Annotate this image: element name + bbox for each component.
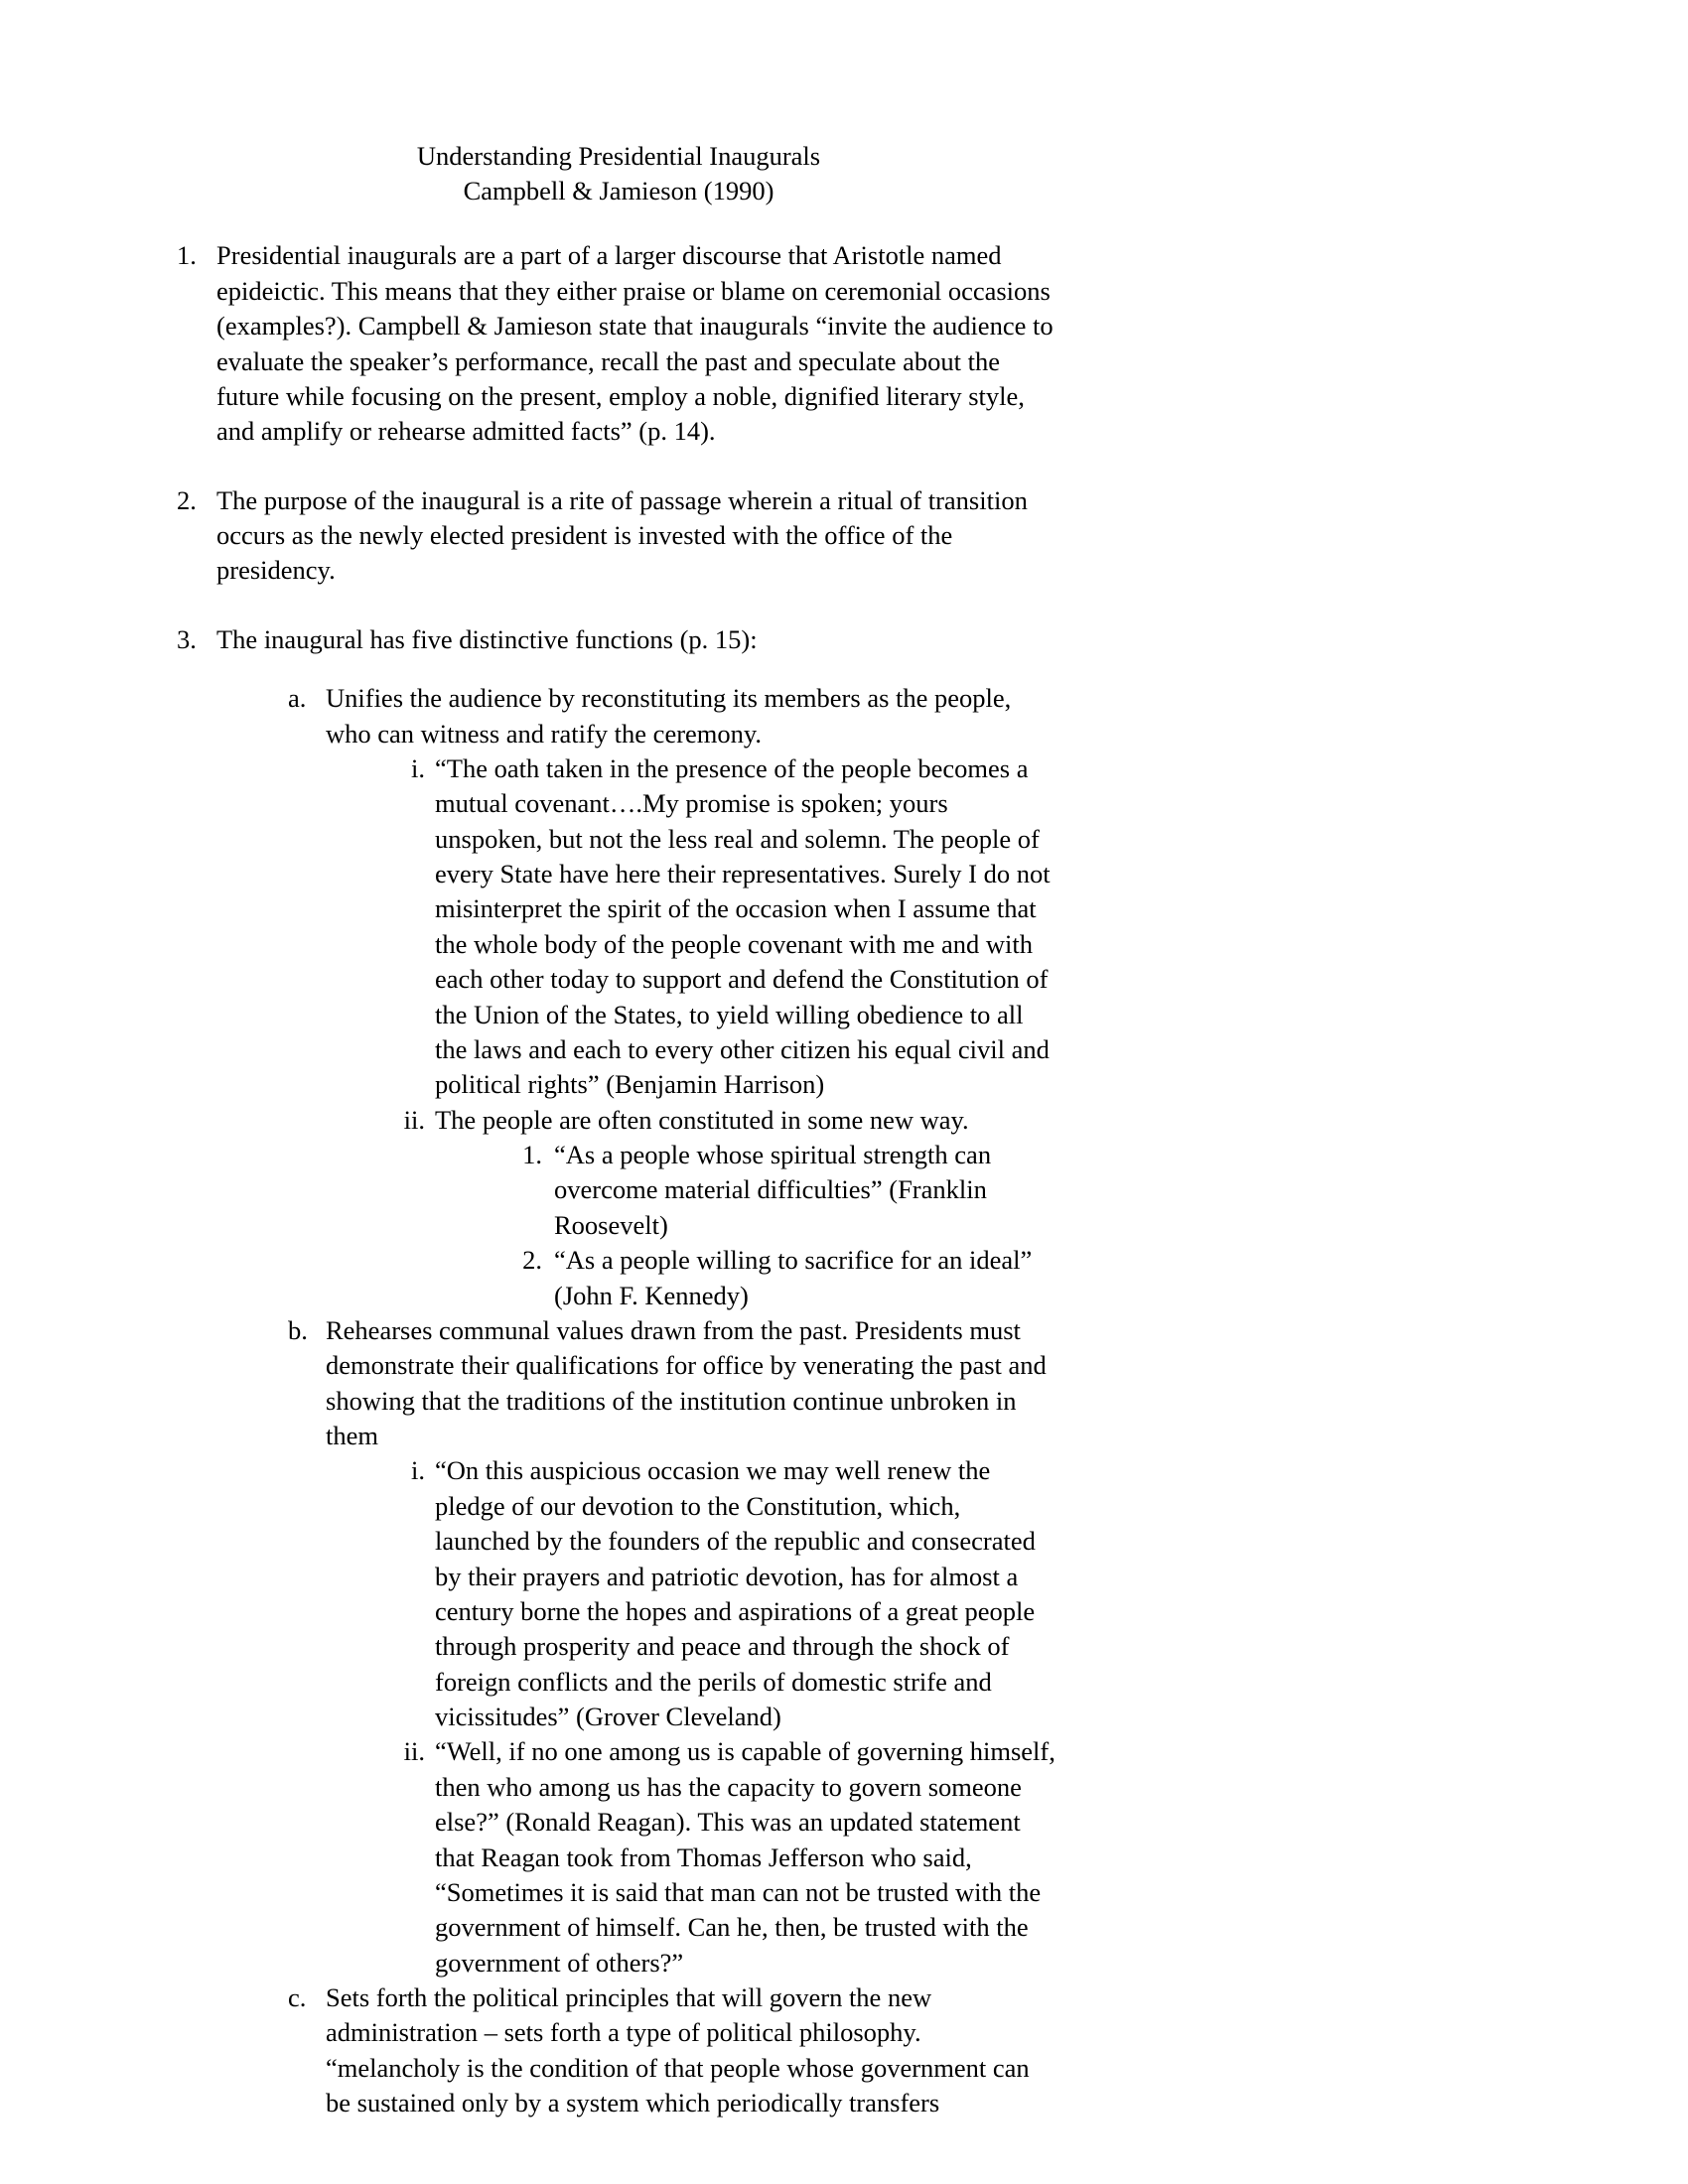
outline-item-3a-ii-text: The people are often constituted in some new way. xyxy=(435,1104,969,1135)
outline-item-3a-ii-1-marker: 1. xyxy=(522,1140,542,1170)
outline-item-3a-ii-1 xyxy=(512,1138,1060,1243)
outline-list-level-3-a xyxy=(326,751,1060,1313)
outline-item-3b-i-marker: i. xyxy=(411,1455,425,1486)
title-spacer xyxy=(177,208,1060,238)
outline-item-3a-marker: a. xyxy=(288,683,307,714)
outline-item-1-text: Presidential inaugurals are a part of a larger discourse that Aristotle named epideictic. This means that they either praise or blame on ceremonial occasions (examples?). Campbell & Jamieson state that inaugurals “invite the audience to evaluate the speaker’s performance, recall the past and speculate about the future while focusing on the present, employ a noble, dignified literary style, and amplify or rehearse admitted facts” (p. 14). xyxy=(216,240,1054,447)
outline-list-level-4 xyxy=(435,1138,1060,1313)
outline-item-2 xyxy=(177,483,1060,589)
outline-item-3c-text: Sets forth the political principles that will govern the new administration – sets forth a type of political philosophy. “melancholy is the condition of that people whose government can be sustained only by a system which periodically transfers xyxy=(326,1982,1030,2118)
outline-item-3b-i-text: “On this auspicious occasion we may well renew the pledge of our devotion to the Constitution, which, launched by the founders of the republic and consecrated by their prayers and patriotic devotion, has for almost a century borne the hopes and aspirations of a great people through prosperity and peace and through the shock of foreign conflicts and the perils of domestic strife and vicissitudes” (Grover Cleveland) xyxy=(435,1455,1036,1732)
outline-item-3-text: The inaugural has five distinctive functions (p. 15): xyxy=(216,623,758,654)
title-line-citation: Campbell & Jamieson (1990) xyxy=(463,176,774,206)
outline-item-3a-ii-2-marker: 2. xyxy=(522,1245,542,1276)
outline-item-2-text: The purpose of the inaugural is a rite of passage wherein a ritual of transition occurs as the newly elected president is invested with the office of the presidency. xyxy=(216,484,1028,586)
document-title xyxy=(177,139,1060,208)
outline-item-3c-marker: c. xyxy=(288,1982,307,2013)
outline-item-2-marker: 2. xyxy=(177,484,197,515)
outline-item-3a-ii xyxy=(391,1103,1060,1313)
outline-list-level-3-b xyxy=(326,1453,1060,1980)
outline-item-3 xyxy=(177,622,1060,2121)
outline-item-3a-i-text: “The oath taken in the presence of the people becomes a mutual covenant….My promise is spoken; yours unspoken, but not the less real and solemn. The people of every State have here their representatives. Surely I do not misinterpret the spirit of the occasion when I assume that the whole body of the people covenant with me and with each other today to support and defend the Constitution of the Union of the States, to yield willing obedience to all the laws and each to every other citizen his equal civil and political rights” (Benjamin Harrison) xyxy=(435,752,1051,1100)
outline-item-3b-ii xyxy=(391,1734,1060,1980)
outline-item-3a-text: Unifies the audience by reconstituting its members as the people, who can witness and ratify the ceremony. xyxy=(326,683,1012,749)
outline-item-3b-i xyxy=(391,1453,1060,1734)
document-content xyxy=(177,139,1060,2155)
title-line-main: Understanding Presidential Inaugurals xyxy=(416,141,821,171)
outline-item-1-marker: 1. xyxy=(177,240,197,271)
outline-item-3a-ii-2-text: “As a people willing to sacrifice for an ideal” (John F. Kennedy) xyxy=(554,1245,1033,1310)
outline-item-3b-marker: b. xyxy=(288,1314,308,1345)
outline-list-level-1 xyxy=(177,238,1060,2120)
outline-item-3a-i-marker: i. xyxy=(411,752,425,783)
outline-item-3a-ii-1-text: “As a people whose spiritual strength can overcome material difficulties” (Franklin Roosevelt) xyxy=(554,1140,992,1240)
outline-item-3b-ii-marker: ii. xyxy=(403,1736,425,1767)
outline-item-3b-text: Rehearses communal values drawn from the past. Presidents must demonstrate their qualifications for office by venerating the past and showing that the traditions of the institution continue unbroken in them xyxy=(326,1314,1047,1451)
outline-item-3a-i xyxy=(391,751,1060,1103)
outline-item-3-marker: 3. xyxy=(177,623,197,654)
outline-item-3b xyxy=(288,1313,1060,1980)
outline-item-3b-ii-text: “Well, if no one among us is capable of governing himself, then who among us has the capacity to govern someone else?” (Ronald Reagan). This was an updated statement that Reagan took from Thomas Jefferson who said, “Sometimes it is said that man can not be trusted with the government of himself. Can he, then, be trusted with the government of others?” xyxy=(435,1736,1055,1978)
outline-item-3a xyxy=(288,681,1060,1313)
outline-list-level-2 xyxy=(216,681,1060,2120)
outline-item-3c xyxy=(288,1980,1060,2121)
outline-item-3a-ii-2 xyxy=(512,1243,1060,1313)
outline-item-3a-ii-marker: ii. xyxy=(403,1104,425,1135)
outline-item-1 xyxy=(177,238,1060,449)
